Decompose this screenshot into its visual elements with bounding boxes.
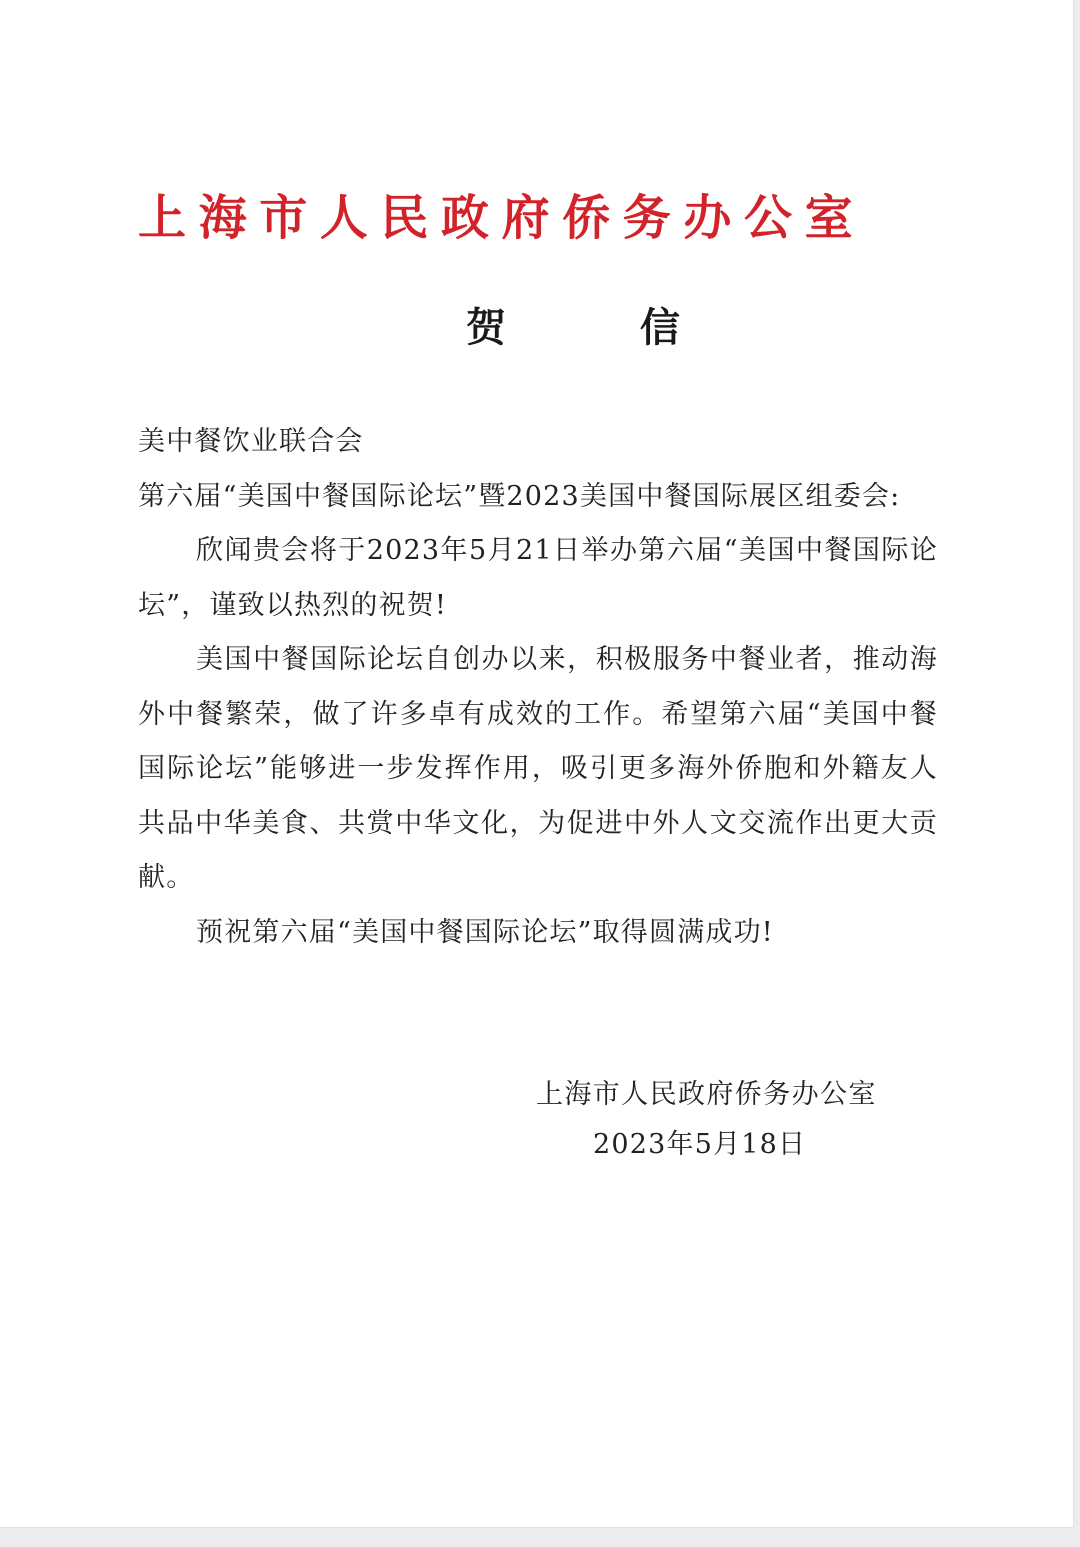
signature-date: 2023年5月18日: [593, 1129, 807, 1160]
document-title: 贺 信: [466, 304, 740, 351]
recipient-line: 第六届“美国中餐国际论坛”暨2023美国中餐国际展区组委会:: [138, 480, 901, 512]
body-paragraph: 美国中餐国际论坛自创办以来，积极服务中餐业者，推动海外中餐繁荣，做了许多卓有成效的工作。希望第六届“美国中餐国际论坛”能够进一步发挥作用，吸引更多海外侨胞和外籍友人共品中华美食、共赏中华文化，为促进中外人文交流作出更大贡献。: [138, 644, 938, 893]
signature-organization: 上海市人民政府侨务办公室: [536, 1079, 877, 1110]
closing-paragraph: 预祝第六届“美国中餐国际论坛”取得圆满成功!: [196, 916, 774, 948]
recipient-line: 美中餐饮业联合会: [138, 426, 364, 457]
letter-body: [138, 415, 938, 960]
letterhead-title: 上海市人民政府侨务办公室: [138, 190, 866, 246]
body-paragraph: 欣闻贵会将于2023年5月21日举办第六届“美国中餐国际论坛”，谨致以热烈的祝贺!: [138, 535, 938, 621]
